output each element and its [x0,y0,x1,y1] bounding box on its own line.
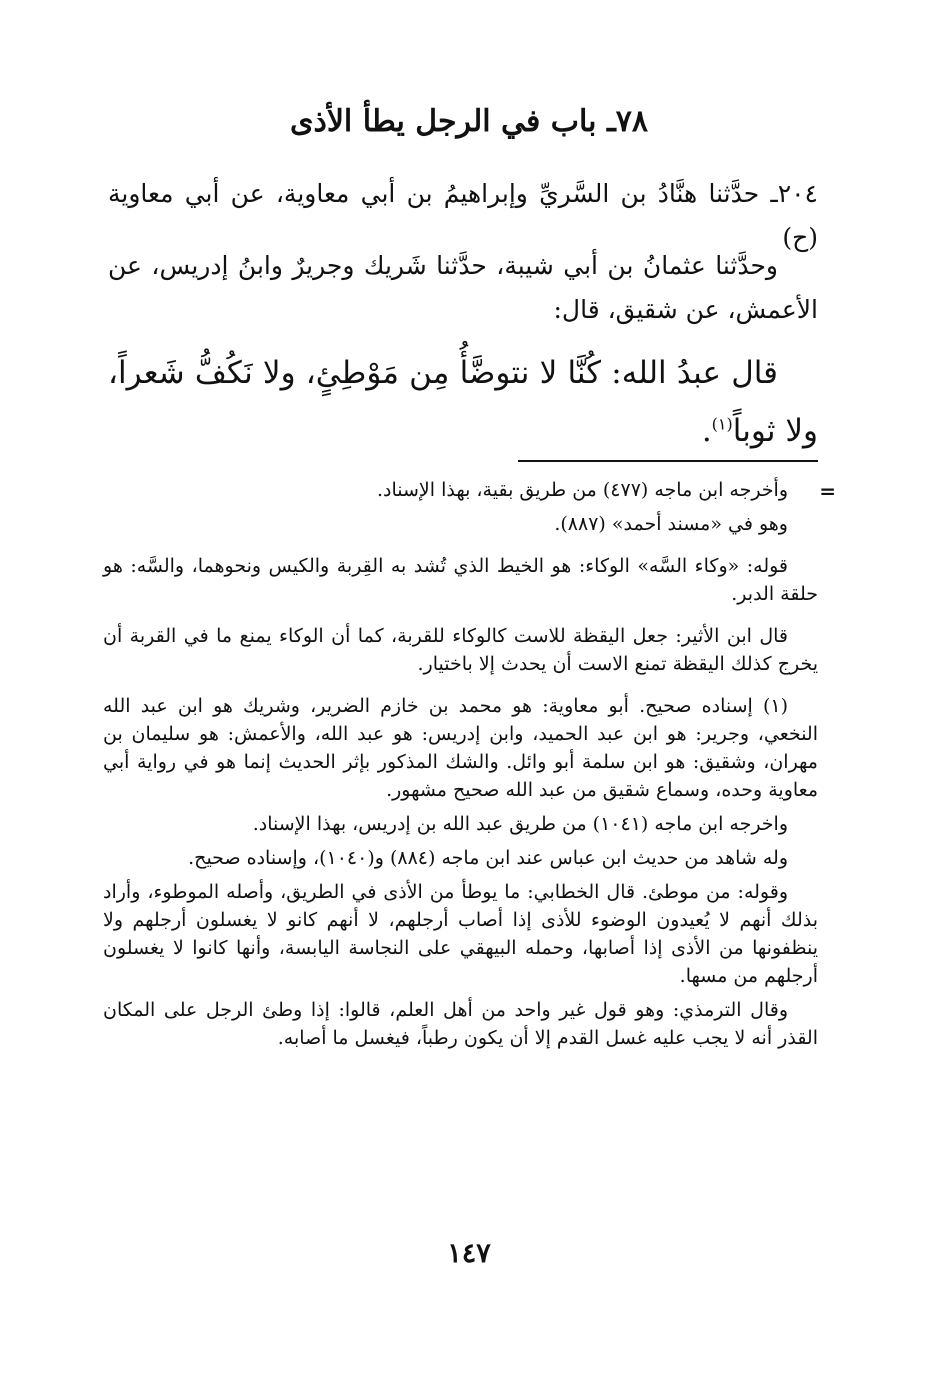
hadith-isnad-line2 [108,244,818,332]
footnotes-section [103,476,818,1066]
footnote-paragraph: واخرجه ابن ماجه (١٠٤١) من طريق عبد الله بن إدريس، بهذا الإسناد. [252,813,788,835]
footnote-paragraph: وقال الترمذي: وهو قول غير واحد من أهل العلم، قالوا: إذا وطئ الرجل على المكان القذر أنه لا يجب عليه غسل القدم إلا أن يكون رطباً، فيغسل ما أصابه. [103,999,818,1049]
hadith-matn-text: قال عبدُ الله: كُنَّا لا نتوضَّأُ مِن مَوْطِئٍ، ولا نَكُفُّ شَعراً، ولا ثوباً [108,355,818,449]
footnote-paragraph: وهو في «مسند أحمد» (٨٨٧). [554,513,788,535]
footnote-paragraph: وأخرجه ابن ماجه (٤٧٧) من طريق بقية، بهذا الإسناد. [376,479,788,501]
chapter-title: ٧٨ـ باب في الرجل يطأ الأذى [289,104,648,139]
footnote-paragraph: (١) إسناده صحيح. أبو معاوية: هو محمد بن خازم الضرير، وشريك هو ابن عبد الله النخعي، وجرير: هو ابن عبد الحميد، وابن إدريس: هو عبد الله، والأعمش: هو سليمان بن مهران، وشقيق: هو ابن سلمة أبو وائل. والشك المذكور بإثر الحديث إنما هو في رواية أبي معاوية وحده، وسماع شقيق من عبد الله صحيح مشهور. [103,695,818,801]
hadith-matn-end: . [701,413,712,449]
footnote-paragraph: قوله: «وكاء السَّه» الوكاء: هو الخيط الذي تُشد به القِربة والكيس ونحوهما، والسَّه: هو حلقة الدبر. [103,555,818,605]
footnote-marker: (١) [711,414,733,434]
footnote-separator [518,460,818,462]
footnote-continuation-mark: = [819,479,836,503]
hadith-isnad-text-1: ٢٠٤ـ حدَّثنا هنَّادُ بن السَّريِّ وإبراهيمُ بن أبي معاوية، عن أبي معاوية (ح) [108,179,818,252]
page-number: ١٤٧ [447,1238,491,1269]
hadith-isnad-text-2: وحدَّثنا عثمانُ بن أبي شيبة، حدَّثنا شَريك وجريرٌ وابنُ إدريس، عن الأعمش، عن شقيق، قال: [108,251,818,324]
footnote-paragraph: وقوله: من موطئ. قال الخطابي: ما يوطأ من الأذى في الطريق، وأصله الموطوء، وأراد بذلك أنهم لا يُعيدون الوضوء للأذى إذا أصاب أرجلهم، لا أنهم كانو لا يغسلون أرجلهم ولا ينظفونها من الأذى إذا أصابها، وحمله البيهقي على النجاسة اليابسة، وأنها كانوا لا يغسلون أرجلهم من مسها. [103,881,818,987]
hadith-matn-paragraph [108,344,818,460]
footnote-paragraph: وله شاهد من حديث ابن عباس عند ابن ماجه (٨٨٤) و(١٠٤٠)، وإسناده صحيح. [188,847,788,869]
hadith-matn [108,344,818,460]
footnote-paragraph: قال ابن الأثير: جعل اليقظة للاست كالوكاء للقربة، كما أن الوكاء يمنع ما في القربة أن يخرج كذلك اليقظة تمنع الاست أن يحدث إلا باختيار. [103,625,818,675]
